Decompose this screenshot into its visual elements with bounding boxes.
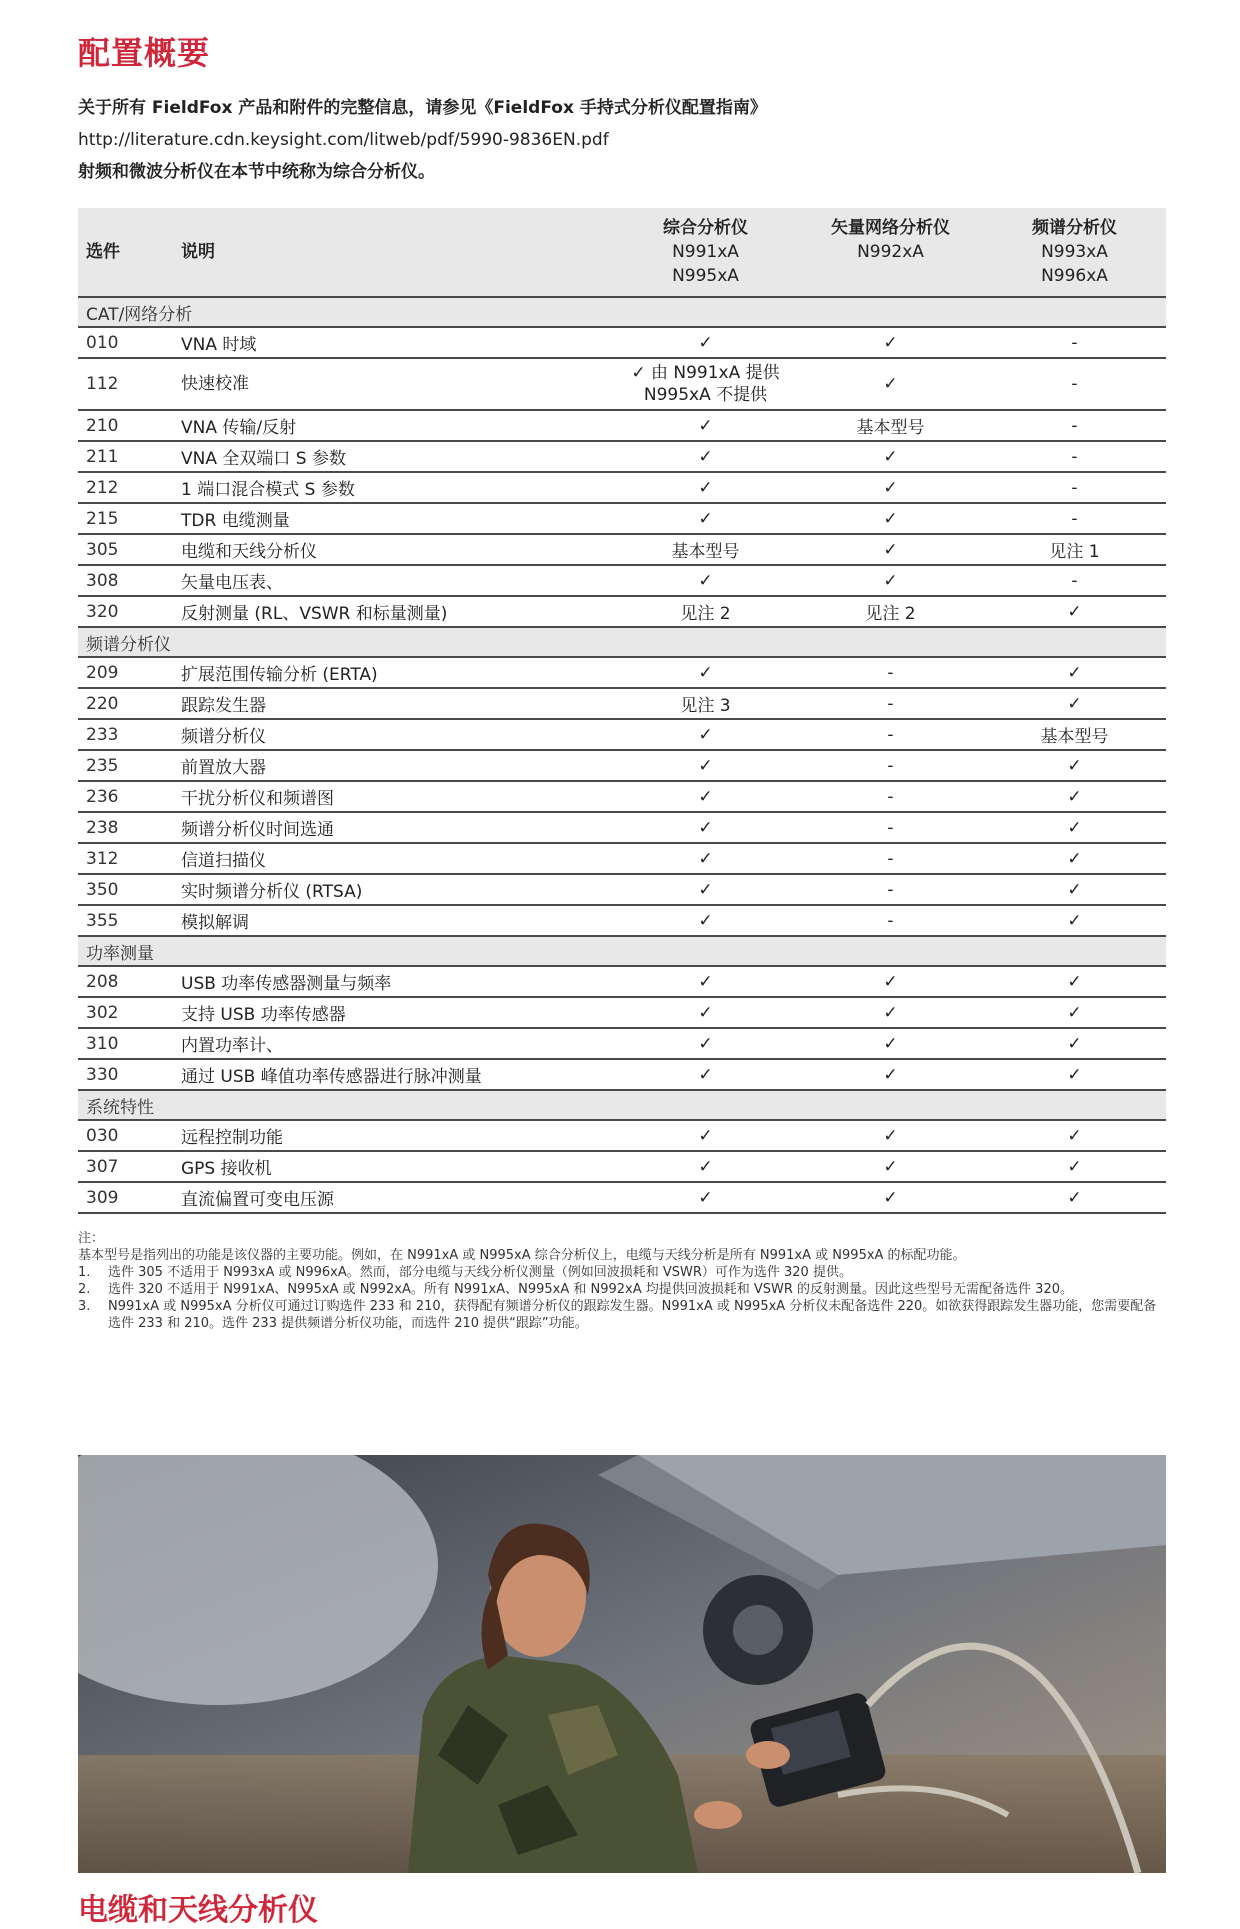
- description-cell: VNA 全双端口 S 参数: [173, 441, 613, 472]
- description-cell: 快速校准: [173, 358, 613, 410]
- vna-cell: -: [798, 812, 983, 843]
- option-code-cell: 208: [78, 966, 173, 997]
- combo-analyzer-cell: ✓: [613, 750, 798, 781]
- description-cell: GPS 接收机: [173, 1151, 613, 1182]
- table-row: [78, 843, 1166, 874]
- intro-line-guide: 关于所有 FieldFox 产品和附件的完整信息，请参见《FieldFox 手持式分析仪配置指南》: [78, 98, 767, 118]
- note-item: [78, 1298, 1168, 1332]
- table-row: [78, 410, 1166, 441]
- vna-cell: ✓: [798, 1120, 983, 1151]
- next-section-heading: 电缆和天线分析仪: [78, 1893, 318, 1928]
- table-row: [78, 503, 1166, 534]
- description-cell: 远程控制功能: [173, 1120, 613, 1151]
- note-number: 3.: [78, 1299, 91, 1314]
- field-technician-photo: [78, 1455, 1166, 1873]
- table-row: [78, 596, 1166, 627]
- combo-analyzer-cell: ✓ 由 N991xA 提供 N995xA 不提供: [613, 358, 798, 410]
- description-cell: 1 端口混合模式 S 参数: [173, 472, 613, 503]
- header-col1-model: N995xA: [672, 266, 739, 286]
- spectrum-analyzer-cell: ✓: [983, 1182, 1166, 1213]
- vna-cell: -: [798, 843, 983, 874]
- option-code-cell: 320: [78, 596, 173, 627]
- table-row: [78, 966, 1166, 997]
- vna-cell: 基本型号: [798, 410, 983, 441]
- spectrum-analyzer-cell: ✓: [983, 1028, 1166, 1059]
- configuration-table: [78, 208, 1166, 1214]
- spectrum-analyzer-cell: 见注 1: [983, 534, 1166, 565]
- combo-analyzer-cell: 基本型号: [613, 534, 798, 565]
- spectrum-analyzer-cell: ✓: [983, 1059, 1166, 1090]
- spectrum-analyzer-cell: -: [983, 565, 1166, 596]
- vna-cell: ✓: [798, 1182, 983, 1213]
- description-cell: TDR 电缆测量: [173, 503, 613, 534]
- table-row: [78, 905, 1166, 936]
- vna-cell: ✓: [798, 534, 983, 565]
- combo-analyzer-cell: ✓: [613, 874, 798, 905]
- intro-url-link[interactable]: http://literature.cdn.keysight.com/litweb/pdf/5990-9836EN.pdf: [78, 130, 609, 150]
- vna-cell: ✓: [798, 565, 983, 596]
- combo-analyzer-cell: ✓: [613, 441, 798, 472]
- section-title: 频谱分析仪: [78, 627, 1166, 657]
- vna-cell: -: [798, 905, 983, 936]
- header-col2-title: 矢量网络分析仪: [831, 218, 950, 238]
- header-col3-model: N996xA: [1041, 266, 1108, 286]
- notes-label: 注：: [78, 1231, 105, 1246]
- combo-analyzer-cell: ✓: [613, 327, 798, 358]
- description-cell: 内置功率计、: [173, 1028, 613, 1059]
- description-cell: 反射测量 (RL、VSWR 和标量测量): [173, 596, 613, 627]
- spectrum-analyzer-cell: 基本型号: [983, 719, 1166, 750]
- description-cell: 直流偏置可变电压源: [173, 1182, 613, 1213]
- table-row: [78, 472, 1166, 503]
- description-cell: 频谱分析仪: [173, 719, 613, 750]
- option-code-cell: 238: [78, 812, 173, 843]
- section-header-row: [78, 297, 1166, 327]
- description-cell: 前置放大器: [173, 750, 613, 781]
- spectrum-analyzer-cell: -: [983, 441, 1166, 472]
- vna-cell: -: [798, 719, 983, 750]
- vna-cell: -: [798, 874, 983, 905]
- vna-cell: -: [798, 657, 983, 688]
- spectrum-analyzer-cell: -: [983, 410, 1166, 441]
- spectrum-analyzer-cell: ✓: [983, 750, 1166, 781]
- table-row: [78, 1028, 1166, 1059]
- table-header-row: [78, 208, 1166, 297]
- option-code-cell: 215: [78, 503, 173, 534]
- option-code-cell: 302: [78, 997, 173, 1028]
- spectrum-analyzer-cell: ✓: [983, 657, 1166, 688]
- spectrum-analyzer-cell: ✓: [983, 1120, 1166, 1151]
- table-body: [78, 297, 1166, 1213]
- vna-cell: -: [798, 781, 983, 812]
- description-cell: 支持 USB 功率传感器: [173, 997, 613, 1028]
- footnotes: [78, 1230, 1168, 1332]
- spectrum-analyzer-cell: ✓: [983, 997, 1166, 1028]
- table-row: [78, 750, 1166, 781]
- intro-line-note: 射频和微波分析仪在本节中统称为综合分析仪。: [78, 162, 435, 182]
- spectrum-analyzer-cell: ✓: [983, 1151, 1166, 1182]
- combo-analyzer-cell: ✓: [613, 1059, 798, 1090]
- combo-analyzer-cell: ✓: [613, 657, 798, 688]
- vna-cell: ✓: [798, 472, 983, 503]
- header-option: 选件: [78, 208, 173, 297]
- header-col1: [613, 208, 798, 297]
- option-code-cell: 309: [78, 1182, 173, 1213]
- description-cell: 频谱分析仪时间选通: [173, 812, 613, 843]
- option-code-cell: 220: [78, 688, 173, 719]
- option-code-cell: 310: [78, 1028, 173, 1059]
- option-code-cell: 312: [78, 843, 173, 874]
- header-col2: [798, 208, 983, 297]
- combo-analyzer-cell: 见注 2: [613, 596, 798, 627]
- section-header-row: [78, 1090, 1166, 1120]
- vna-cell: ✓: [798, 997, 983, 1028]
- option-code-cell: 212: [78, 472, 173, 503]
- spectrum-analyzer-cell: -: [983, 358, 1166, 410]
- page-title: 配置概要: [78, 34, 211, 72]
- description-cell: 扩展范围传输分析 (ERTA): [173, 657, 613, 688]
- combo-analyzer-cell: ✓: [613, 410, 798, 441]
- table-row: [78, 565, 1166, 596]
- table-row: [78, 327, 1166, 358]
- photo-illustration: [78, 1455, 1166, 1873]
- option-code-cell: 307: [78, 1151, 173, 1182]
- combo-analyzer-cell: ✓: [613, 812, 798, 843]
- description-cell: VNA 时域: [173, 327, 613, 358]
- section-title: 系统特性: [78, 1090, 1166, 1120]
- spectrum-analyzer-cell: -: [983, 327, 1166, 358]
- spectrum-analyzer-cell: ✓: [983, 905, 1166, 936]
- vna-cell: ✓: [798, 327, 983, 358]
- spectrum-analyzer-cell: ✓: [983, 812, 1166, 843]
- note-text: 选件 320 不适用于 N991xA、N995xA 或 N992xA。所有 N991xA、N995xA 和 N992xA 均提供回波损耗和 VSWR 的反射测量。因此这些型号无需配备选件 320。: [108, 1282, 1073, 1297]
- option-code-cell: 308: [78, 565, 173, 596]
- spectrum-analyzer-cell: ✓: [983, 688, 1166, 719]
- spectrum-analyzer-cell: ✓: [983, 781, 1166, 812]
- table-row: [78, 719, 1166, 750]
- option-code-cell: 305: [78, 534, 173, 565]
- option-code-cell: 236: [78, 781, 173, 812]
- spectrum-analyzer-cell: -: [983, 472, 1166, 503]
- description-cell: 通过 USB 峰值功率传感器进行脉冲测量: [173, 1059, 613, 1090]
- combo-analyzer-cell: ✓: [613, 905, 798, 936]
- header-col3-model: N993xA: [1041, 242, 1108, 262]
- combo-analyzer-cell: ✓: [613, 1182, 798, 1213]
- description-cell: 模拟解调: [173, 905, 613, 936]
- description-cell: USB 功率传感器测量与频率: [173, 966, 613, 997]
- table-row: [78, 1182, 1166, 1213]
- table-row: [78, 874, 1166, 905]
- combo-analyzer-cell: ✓: [613, 1120, 798, 1151]
- vna-cell: ✓: [798, 1059, 983, 1090]
- option-code-cell: 210: [78, 410, 173, 441]
- table-row: [78, 1120, 1166, 1151]
- vna-cell: ✓: [798, 503, 983, 534]
- header-col1-title: 综合分析仪: [663, 218, 748, 238]
- option-code-cell: 355: [78, 905, 173, 936]
- vna-cell: -: [798, 750, 983, 781]
- combo-analyzer-cell: ✓: [613, 781, 798, 812]
- combo-analyzer-cell: ✓: [613, 565, 798, 596]
- description-cell: 电缆和天线分析仪: [173, 534, 613, 565]
- table-row: [78, 358, 1166, 410]
- vna-cell: ✓: [798, 966, 983, 997]
- header-col3: [983, 208, 1166, 297]
- option-code-cell: 350: [78, 874, 173, 905]
- note-number: 1.: [78, 1265, 91, 1280]
- spectrum-analyzer-cell: ✓: [983, 966, 1166, 997]
- vna-cell: -: [798, 688, 983, 719]
- option-code-cell: 330: [78, 1059, 173, 1090]
- table-row: [78, 997, 1166, 1028]
- option-code-cell: 209: [78, 657, 173, 688]
- spectrum-analyzer-cell: ✓: [983, 843, 1166, 874]
- table-row: [78, 657, 1166, 688]
- combo-analyzer-cell: 见注 3: [613, 688, 798, 719]
- vna-cell: ✓: [798, 1151, 983, 1182]
- option-code-cell: 030: [78, 1120, 173, 1151]
- header-description: 说明: [173, 208, 613, 297]
- option-code-cell: 112: [78, 358, 173, 410]
- option-code-cell: 233: [78, 719, 173, 750]
- description-cell: 矢量电压表、: [173, 565, 613, 596]
- option-code-cell: 235: [78, 750, 173, 781]
- table-row: [78, 534, 1166, 565]
- note-text: N991xA 或 N995xA 分析仪可通过订购选件 233 和 210，获得配有频谱分析仪的跟踪发生器。N991xA 或 N995xA 分析仪未配备选件 220。如欲获得跟踪发生器功能，您需要配备选件 233 和 210。选件 233 提供频谱分析仪功能，而选件 210 提供“跟踪”功能。: [108, 1299, 1157, 1331]
- section-header-row: [78, 627, 1166, 657]
- combo-analyzer-cell: ✓: [613, 1151, 798, 1182]
- note-item: [78, 1264, 1168, 1281]
- intro-block: [78, 92, 1168, 188]
- section-title: 功率测量: [78, 936, 1166, 966]
- vna-cell: ✓: [798, 358, 983, 410]
- combo-analyzer-cell: ✓: [613, 843, 798, 874]
- combo-analyzer-cell: ✓: [613, 997, 798, 1028]
- note-item: [78, 1281, 1168, 1298]
- table-row: [78, 781, 1166, 812]
- header-col2-model: N992xA: [857, 242, 924, 262]
- section-title: CAT/网络分析: [78, 297, 1166, 327]
- combo-analyzer-cell: ✓: [613, 472, 798, 503]
- combo-analyzer-cell: ✓: [613, 966, 798, 997]
- description-cell: 实时频谱分析仪 (RTSA): [173, 874, 613, 905]
- combo-analyzer-cell: ✓: [613, 503, 798, 534]
- combo-analyzer-cell: ✓: [613, 719, 798, 750]
- combo-analyzer-cell: ✓: [613, 1028, 798, 1059]
- spectrum-analyzer-cell: -: [983, 503, 1166, 534]
- description-cell: 信道扫描仪: [173, 843, 613, 874]
- description-cell: VNA 传输/反射: [173, 410, 613, 441]
- table-row: [78, 441, 1166, 472]
- vna-cell: ✓: [798, 441, 983, 472]
- table-row: [78, 1059, 1166, 1090]
- spectrum-analyzer-cell: ✓: [983, 874, 1166, 905]
- table-row: [78, 1151, 1166, 1182]
- option-code-cell: 010: [78, 327, 173, 358]
- option-code-cell: 211: [78, 441, 173, 472]
- description-cell: 干扰分析仪和频谱图: [173, 781, 613, 812]
- header-col1-model: N991xA: [672, 242, 739, 262]
- header-col3-title: 频谱分析仪: [1032, 218, 1117, 238]
- vna-cell: 见注 2: [798, 596, 983, 627]
- spectrum-analyzer-cell: ✓: [983, 596, 1166, 627]
- note-text: 选件 305 不适用于 N993xA 或 N996xA。然而，部分电缆与天线分析仪测量（例如回波损耗和 VSWR）可作为选件 320 提供。: [108, 1265, 852, 1280]
- notes-intro: 基本型号是指列出的功能是该仪器的主要功能。例如，在 N991xA 或 N995xA 综合分析仪上，电缆与天线分析是所有 N991xA 或 N995xA 的标配功能。: [78, 1248, 966, 1263]
- note-number: 2.: [78, 1282, 91, 1297]
- description-cell: 跟踪发生器: [173, 688, 613, 719]
- table-row: [78, 812, 1166, 843]
- section-header-row: [78, 936, 1166, 966]
- table-row: [78, 688, 1166, 719]
- vna-cell: ✓: [798, 1028, 983, 1059]
